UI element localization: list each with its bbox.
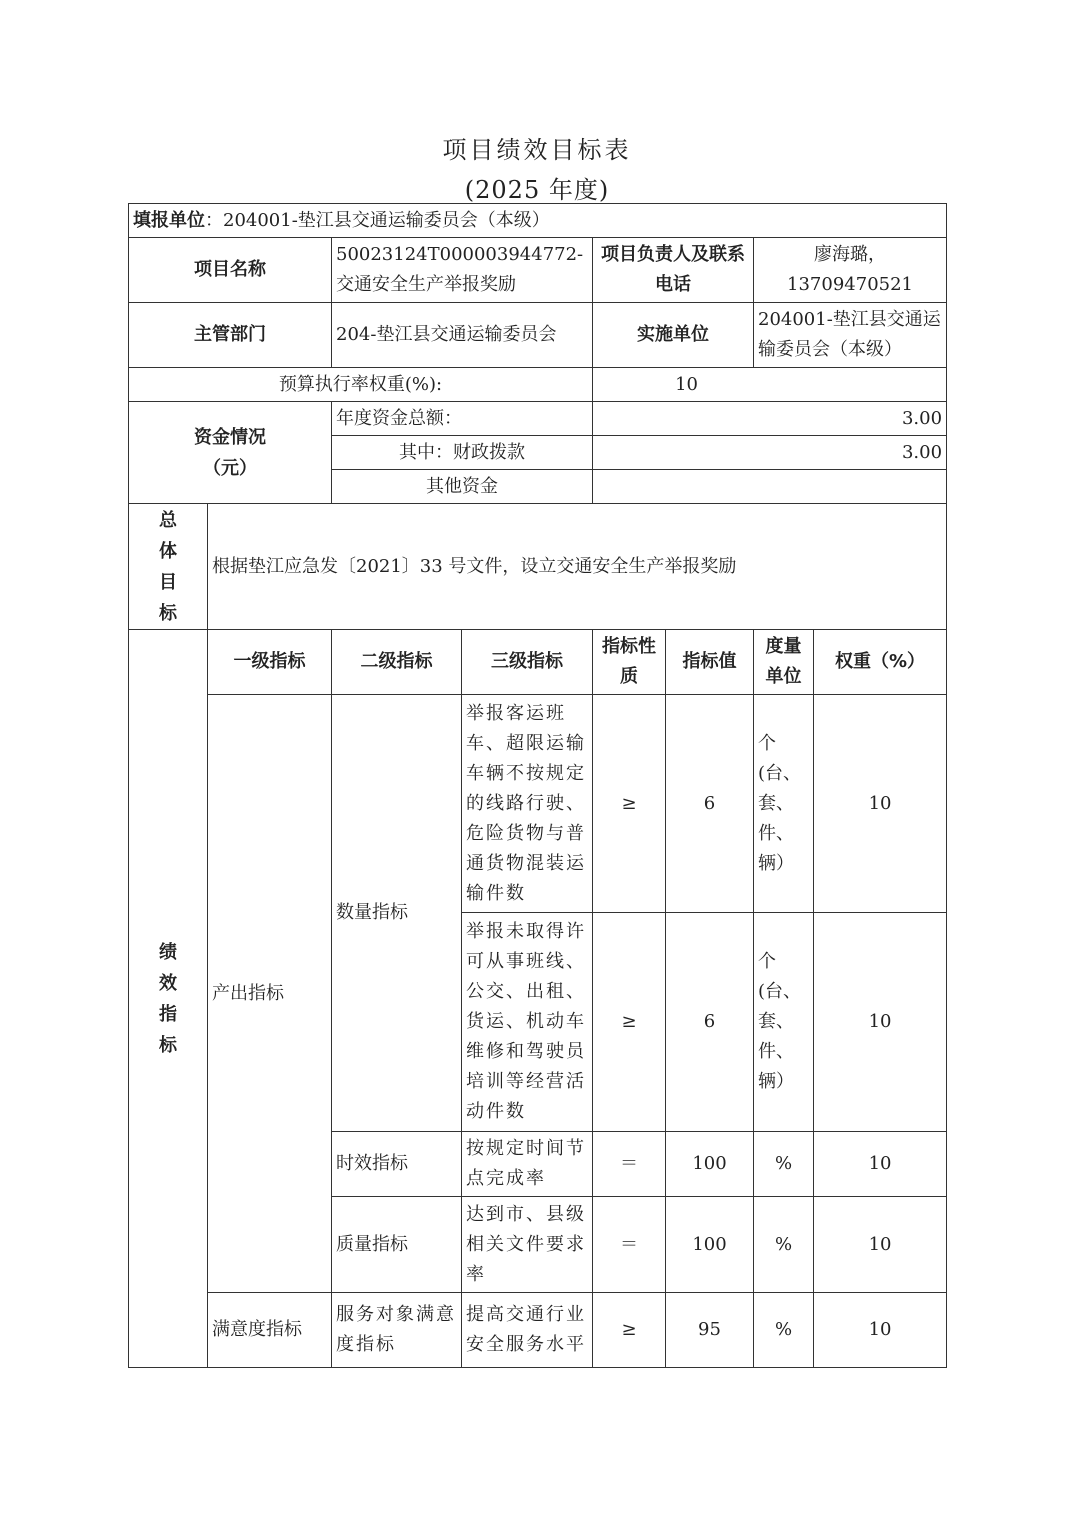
row-level3: 举报未取得许可从事班线、公交、出租、货运、机动车维修和驾驶员培训等经营活动件数 bbox=[462, 913, 593, 1132]
page-subtitle-year: (2025 年度) bbox=[464, 176, 610, 204]
table-row bbox=[129, 1293, 947, 1368]
header-unit: 度量单位 bbox=[754, 630, 814, 695]
budget-rate-label: 预算执行率权重(%): bbox=[129, 368, 593, 402]
impl-unit-label: 实施单位 bbox=[593, 303, 754, 368]
performance-table bbox=[128, 203, 947, 1368]
perf-label bbox=[129, 630, 208, 1368]
funds-fiscal-value: 3.00 bbox=[593, 436, 947, 470]
row-unit: 个(台、套、件、辆） bbox=[754, 913, 814, 1132]
header-value: 指标值 bbox=[666, 630, 754, 695]
funds-total-label: 年度资金总额： bbox=[332, 402, 593, 436]
row-unit: % bbox=[754, 1132, 814, 1197]
funds-label bbox=[129, 402, 332, 504]
row-level2: 时效指标 bbox=[332, 1132, 462, 1197]
row-level3: 达到市、县级相关文件要求率 bbox=[462, 1197, 593, 1293]
perf-header-row bbox=[129, 630, 947, 695]
header-level2: 二级指标 bbox=[332, 630, 462, 695]
page-title: 项目绩效目标表 bbox=[442, 136, 632, 164]
row-unit: % bbox=[754, 1197, 814, 1293]
row-nature: ＝ bbox=[593, 1132, 666, 1197]
row-level3: 举报客运班车、超限运输车辆不按规定的线路行驶、危险货物与普通货物混装运输件数 bbox=[462, 695, 593, 913]
funds-total-row bbox=[129, 402, 947, 436]
project-name-label: 项目名称 bbox=[129, 238, 332, 303]
row-weight: 10 bbox=[814, 1197, 947, 1293]
row-value: 100 bbox=[666, 1197, 754, 1293]
row-level2: 数量指标 bbox=[332, 695, 462, 1132]
overall-goal-text: 根据垫江应急发〔2021〕33 号文件，设立交通安全生产举报奖励 bbox=[208, 504, 947, 630]
header-level1: 一级指标 bbox=[208, 630, 332, 695]
row-weight: 10 bbox=[814, 913, 947, 1132]
overall-goal-row bbox=[129, 504, 947, 630]
row-nature: ≥ bbox=[593, 1293, 666, 1368]
filing-unit-value: ：204001-垫江县交通运输委员会（本级） bbox=[205, 209, 550, 231]
budget-rate-value: 10 bbox=[593, 368, 947, 402]
row-level2: 质量指标 bbox=[332, 1197, 462, 1293]
row-level1: 产出指标 bbox=[208, 695, 332, 1293]
row-unit: % bbox=[754, 1293, 814, 1368]
impl-unit-value: 204001-垫江县交通运输委员会（本级） bbox=[754, 303, 947, 368]
row-value: 100 bbox=[666, 1132, 754, 1197]
project-lead-label: 项目负责人及联系电话 bbox=[593, 238, 754, 303]
dept-row bbox=[129, 303, 947, 368]
row-level3: 按规定时间节点完成率 bbox=[462, 1132, 593, 1197]
row-level2: 服务对象满意度指标 bbox=[332, 1293, 462, 1368]
filing-unit-label: 填报单位 bbox=[133, 209, 205, 231]
perf-label-text: 绩效指标 bbox=[159, 941, 177, 1056]
header-level3: 三级指标 bbox=[462, 630, 593, 695]
row-level1: 满意度指标 bbox=[208, 1293, 332, 1368]
dept-label: 主管部门 bbox=[129, 303, 332, 368]
row-value: 95 bbox=[666, 1293, 754, 1368]
project-lead-value: 廖海璐，13709470521 bbox=[754, 238, 947, 303]
dept-value: 204-垫江县交通运输委员会 bbox=[332, 303, 593, 368]
overall-goal-label bbox=[129, 504, 208, 630]
table-row bbox=[129, 695, 947, 913]
row-level3: 提高交通行业安全服务水平 bbox=[462, 1293, 593, 1368]
row-value: 6 bbox=[666, 913, 754, 1132]
funds-label-text: 资金情况（元） bbox=[194, 426, 266, 479]
project-name-row bbox=[129, 238, 947, 303]
funds-other-label: 其他资金 bbox=[332, 470, 593, 504]
row-weight: 10 bbox=[814, 1293, 947, 1368]
row-nature: ≥ bbox=[593, 695, 666, 913]
header-nature: 指标性质 bbox=[593, 630, 666, 695]
row-weight: 10 bbox=[814, 1132, 947, 1197]
row-nature: ＝ bbox=[593, 1197, 666, 1293]
header-weight: 权重（%） bbox=[814, 630, 947, 695]
row-value: 6 bbox=[666, 695, 754, 913]
overall-goal-label-text: 总体目标 bbox=[159, 509, 177, 624]
funds-other-value bbox=[593, 470, 947, 504]
row-weight: 10 bbox=[814, 695, 947, 913]
project-name-value: 50023124T000003944772-交通安全生产举报奖励 bbox=[332, 238, 593, 303]
filing-unit-row bbox=[129, 204, 947, 238]
row-nature: ≥ bbox=[593, 913, 666, 1132]
funds-fiscal-label: 其中：财政拨款 bbox=[332, 436, 593, 470]
funds-total-value: 3.00 bbox=[593, 402, 947, 436]
budget-rate-row bbox=[129, 368, 947, 402]
row-unit: 个(台、套、件、辆） bbox=[754, 695, 814, 913]
